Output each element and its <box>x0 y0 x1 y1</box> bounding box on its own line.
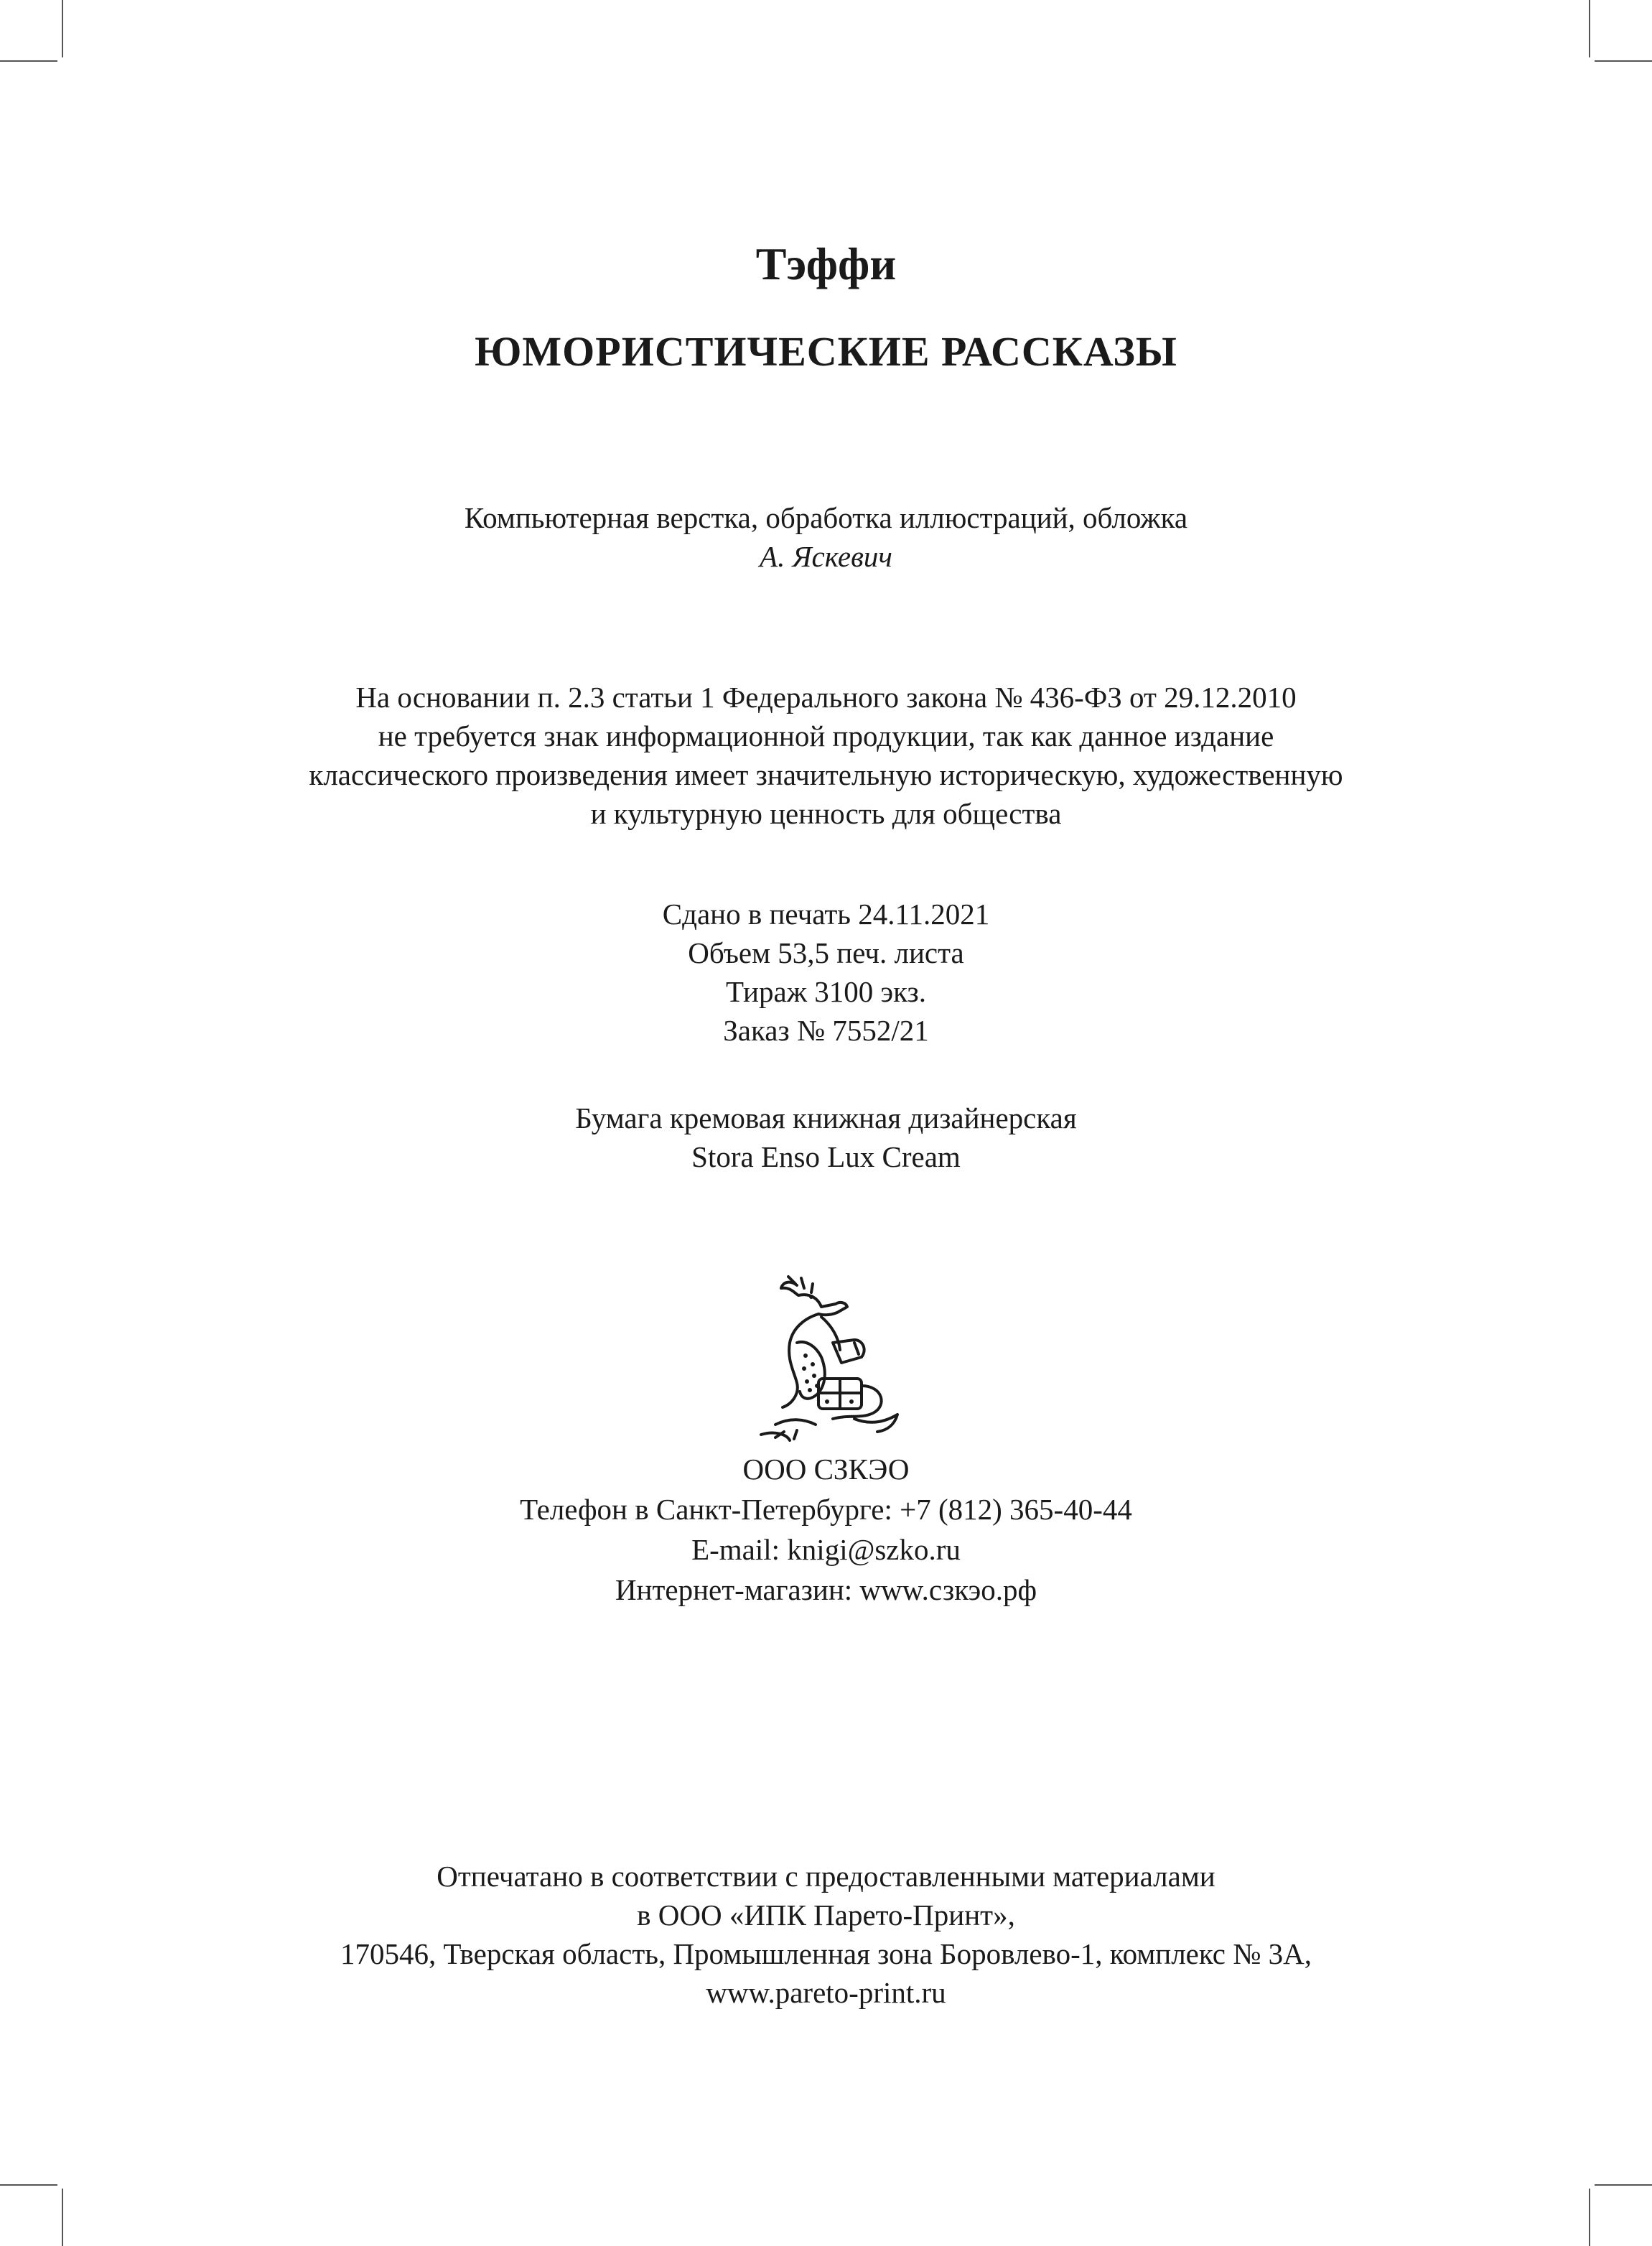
crop-mark-top-left <box>62 0 63 57</box>
publisher-shop: Интернет-магазин: www.сзкэо.рф <box>615 1573 1037 1606</box>
printer-website: www.pareto-print.ru <box>706 1976 946 2009</box>
printer-line: Отпечатано в соответствии с предоставленными материалами <box>437 1860 1215 1893</box>
print-volume: Объем 53,5 печ. листа <box>688 936 964 969</box>
paper-type: Бумага кремовая книжная дизайнерская <box>575 1101 1077 1134</box>
publisher-phone: Телефон в Санкт-Петербурге: +7 (812) 365-40-44 <box>520 1493 1132 1526</box>
print-run: Тираж 3100 экз. <box>726 975 926 1008</box>
credits-role: Компьютерная верстка, обработка иллюстраций, обложка <box>464 501 1188 534</box>
crop-mark-bottom-right <box>1589 2189 1590 2246</box>
crop-mark-top-right <box>1595 60 1652 62</box>
dragon-emblem-icon <box>747 1271 912 1443</box>
legal-notice <box>0 678 1652 833</box>
printer-address: 170546, Тверская область, Промышленная зона Боровлево-1, комплекс № 3А, <box>340 1937 1312 1970</box>
order-number: Заказ № 7552/21 <box>723 1014 929 1047</box>
legal-notice-line: не требуется знак информационной продукции, так как данное издание <box>378 719 1274 752</box>
crop-mark-top-right <box>1589 0 1590 57</box>
book-author: Тэффи <box>755 238 897 289</box>
print-info-section <box>0 895 1652 1050</box>
legal-notice-line: На основании п. 2.3 статьи 1 Федерального закона № 436-ФЗ от 29.12.2010 <box>355 681 1297 714</box>
crop-mark-bottom-left <box>62 2189 63 2246</box>
paper-brand: Stora Enso Lux Cream <box>691 1140 961 1173</box>
publisher-name: ООО СЗКЭО <box>742 1453 910 1486</box>
crop-mark-bottom-right <box>1595 2184 1652 2186</box>
credits-name: А. Яскевич <box>760 540 892 573</box>
legal-notice-line: классического произведения имеет значительную историческую, художественную <box>309 758 1343 791</box>
printer-line: в ООО «ИПК Парето-Принт», <box>637 1898 1015 1932</box>
crop-mark-top-left <box>0 60 57 62</box>
book-title: ЮМОРИСТИЧЕСКИЕ РАССКАЗЫ <box>475 328 1177 375</box>
printer-section <box>0 1857 1652 2012</box>
legal-notice-line: и культурную ценность для общества <box>590 797 1062 830</box>
credits-section <box>0 498 1652 576</box>
print-date: Сдано в печать 24.11.2021 <box>662 898 990 931</box>
crop-mark-bottom-left <box>0 2184 57 2186</box>
publisher-email: E-mail: knigi@szko.ru <box>691 1533 961 1566</box>
paper-info <box>0 1099 1652 1176</box>
publisher-section <box>0 1449 1652 1610</box>
